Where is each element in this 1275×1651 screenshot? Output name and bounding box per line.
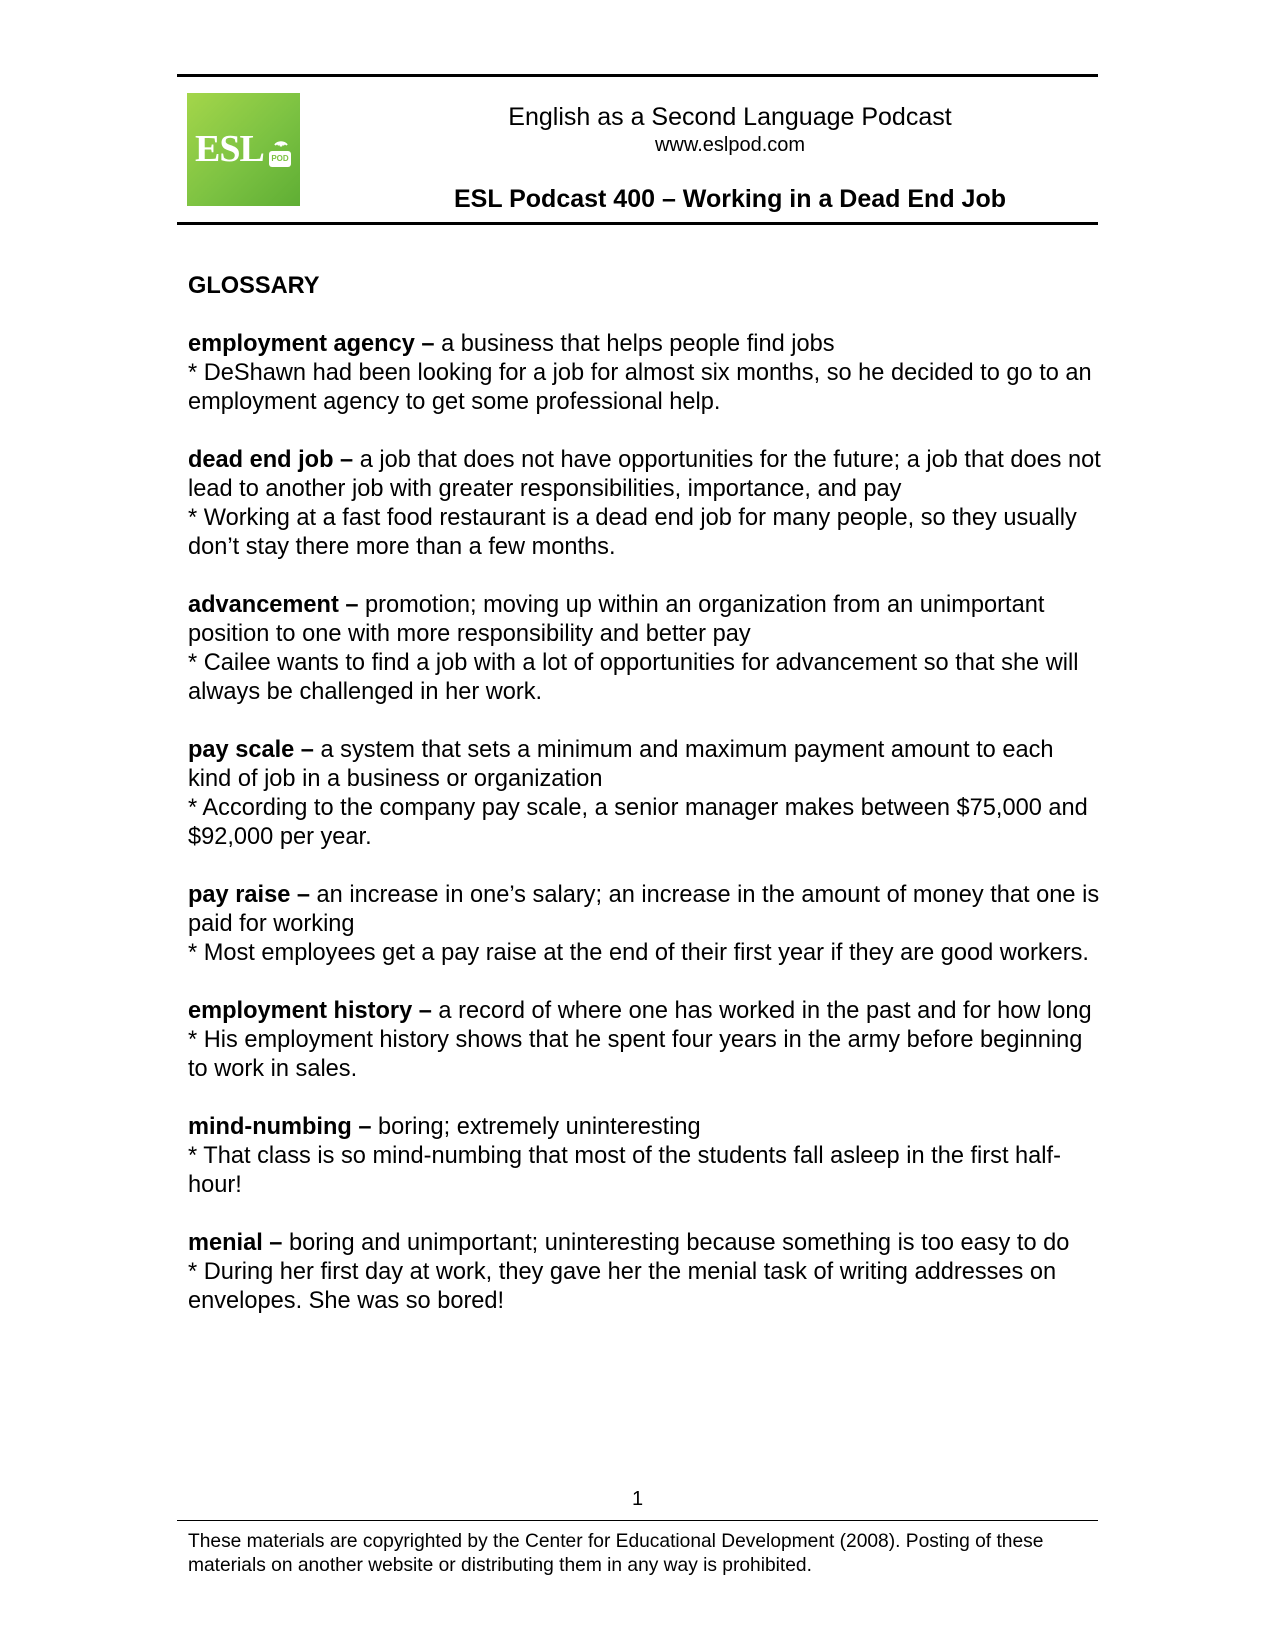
copyright-footer: These materials are copyrighted by the Center for Educational Development (2008). Posting of these materials on another website or distributing them in any way is prohibited. xyxy=(188,1531,1044,1576)
glossary-definition: boring and unimportant; uninteresting because something is too easy to do xyxy=(282,1230,1070,1256)
logo-pod-badge: POD xyxy=(269,151,291,167)
site-name: English as a Second Language Podcast xyxy=(508,103,952,131)
glossary-example: * Working at a fast food restaurant is a dead end job for many people, so they usually don’t stay there more than a few months. xyxy=(188,505,1077,560)
glossary-entry xyxy=(188,330,1103,417)
entry-definition-line xyxy=(188,736,1103,794)
entry-definition-line xyxy=(188,1229,1103,1258)
glossary-entry xyxy=(188,591,1103,707)
section-heading: GLOSSARY xyxy=(188,273,320,299)
glossary-term: employment history – xyxy=(188,998,432,1024)
site-url: www.eslpod.com xyxy=(654,134,806,156)
glossary-example: * During her first day at work, they gave her the menial task of writing addresses on envelopes. She was so bored! xyxy=(188,1259,1057,1314)
glossary-definition: a system that sets a minimum and maximum payment amount to each kind of job in a business or organization xyxy=(188,737,1054,792)
header-top-rule xyxy=(177,74,1098,77)
glossary-term: mind-numbing – xyxy=(188,1114,372,1140)
glossary-example: * Most employees get a pay raise at the end of their first year if they are good workers. xyxy=(188,940,1089,966)
glossary-definition: boring; extremely uninteresting xyxy=(371,1114,701,1140)
entry-definition-line xyxy=(188,1113,1103,1142)
entry-definition-line xyxy=(188,881,1103,939)
glossary-term: employment agency – xyxy=(188,331,435,357)
glossary-entry xyxy=(188,881,1103,968)
glossary-definition: a business that helps people find jobs xyxy=(434,331,835,357)
header-bottom-rule xyxy=(177,222,1098,225)
glossary-term: advancement – xyxy=(188,592,359,618)
glossary-example: * According to the company pay scale, a senior manager makes between $75,000 and $92,000 per year. xyxy=(188,795,1088,850)
glossary-definition: promotion; moving up within an organization from an unimportant position to one with more responsibility and better pay xyxy=(188,592,1045,647)
glossary-entry xyxy=(188,446,1103,562)
glossary-definition: an increase in one’s salary; an increase in the amount of money that one is paid for working xyxy=(188,882,1100,937)
logo-text: ESL xyxy=(195,128,264,170)
glossary-term: dead end job – xyxy=(188,447,354,473)
episode-title: ESL Podcast 400 – Working in a Dead End Job xyxy=(453,185,1006,213)
eslpod-logo xyxy=(187,93,300,206)
glossary-term: pay raise – xyxy=(188,882,310,908)
entry-definition-line xyxy=(188,446,1103,504)
footer-rule xyxy=(177,1520,1098,1521)
glossary-example: * That class is so mind-numbing that most of the students fall asleep in the first half-hour! xyxy=(188,1143,1061,1198)
glossary-entry xyxy=(188,1113,1103,1200)
glossary-example: * Cailee wants to find a job with a lot of opportunities for advancement so that she will always be challenged in her work. xyxy=(188,650,1079,705)
glossary-entry xyxy=(188,1229,1103,1316)
glossary-example: * DeShawn had been looking for a job for almost six months, so he decided to go to an employment agency to get some professional help. xyxy=(188,360,1092,415)
glossary-entry xyxy=(188,736,1103,852)
podcast-waves-icon xyxy=(272,131,290,149)
entry-definition-line xyxy=(188,330,1103,359)
glossary-definition: a record of where one has worked in the past and for how long xyxy=(431,998,1092,1024)
glossary-entry xyxy=(188,997,1103,1084)
page-number: 1 xyxy=(631,1488,644,1510)
glossary-definition: a job that does not have opportunities for the future; a job that does not lead to another job with greater responsibilities, importance, and pay xyxy=(188,447,1101,502)
glossary-section xyxy=(188,272,1103,1345)
entry-definition-line xyxy=(188,591,1103,649)
entry-definition-line xyxy=(188,997,1103,1026)
glossary-term: pay scale – xyxy=(188,737,314,763)
glossary-example: * His employment history shows that he spent four years in the army before beginning to work in sales. xyxy=(188,1027,1083,1082)
glossary-term: menial – xyxy=(188,1230,283,1256)
